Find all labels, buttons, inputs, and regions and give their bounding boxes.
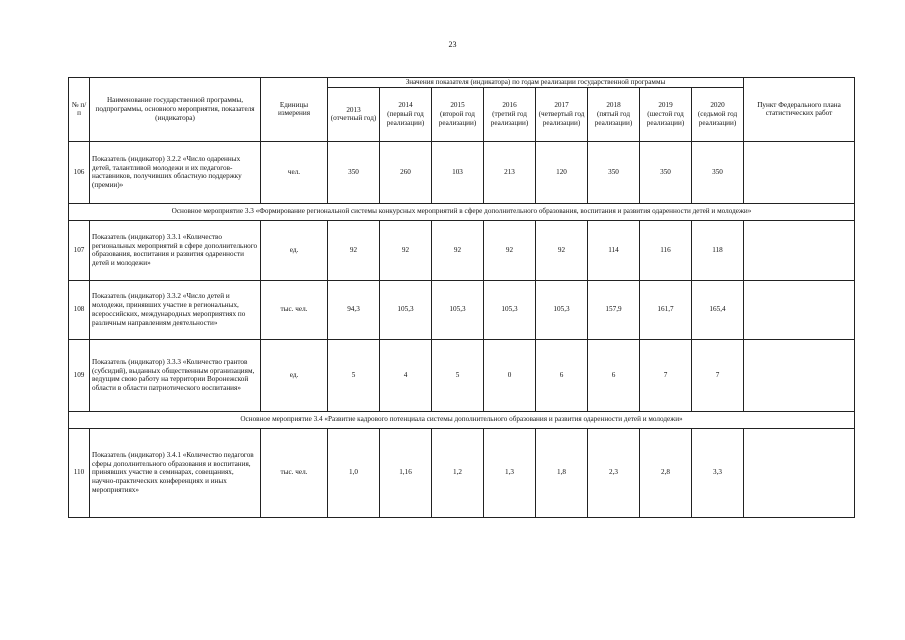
value-2015: 5 [432, 339, 484, 411]
row-number: 106 [69, 141, 90, 203]
indicator-unit: чел. [261, 141, 328, 203]
header-units: Единицы измерения [261, 78, 328, 142]
value-2019: 2,8 [640, 428, 692, 517]
value-2014: 1,16 [380, 428, 432, 517]
year-header-2015: 2015 (второй год реализации) [432, 87, 484, 141]
indicator-name: Показатель (индикатор) 3.3.1 «Количество региональных мероприятий в сфере дополнительного образования, воспитания и развития одаренности детей и молодежи» [90, 220, 261, 280]
value-2015: 92 [432, 220, 484, 280]
value-2018: 114 [588, 220, 640, 280]
year-header-2016: 2016 (третий год реализации) [484, 87, 536, 141]
row-number: 107 [69, 220, 90, 280]
value-2016: 0 [484, 339, 536, 411]
value-2017: 1,8 [536, 428, 588, 517]
section-title-3-3: Основное мероприятие 3.3 «Формирование региональной системы конкурсных мероприятий в сфере дополнительного образования, воспитания и развития одаренности детей и молодежи» [69, 203, 855, 220]
value-2017: 6 [536, 339, 588, 411]
value-2018: 350 [588, 141, 640, 203]
row-number: 110 [69, 428, 90, 517]
value-2019: 161,7 [640, 280, 692, 339]
indicator-name: Показатель (индикатор) 3.3.3 «Количество грантов (субсидий), выданных общественным организациям, ведущим свою работу на территории Воронежской области в области патриотического воспитания» [90, 339, 261, 411]
stat-cell [744, 220, 855, 280]
value-2017: 105,3 [536, 280, 588, 339]
indicator-unit: ед. [261, 339, 328, 411]
table-row [69, 141, 855, 203]
year-header-2018: 2018 (пятый год реализации) [588, 87, 640, 141]
indicator-unit: тыс. чел. [261, 428, 328, 517]
value-2020: 7 [692, 339, 744, 411]
value-2013: 1,0 [328, 428, 380, 517]
header-stat: Пункт Федерального плана статистических работ [744, 78, 855, 142]
value-2015: 103 [432, 141, 484, 203]
value-2020: 3,3 [692, 428, 744, 517]
section-row [69, 411, 855, 428]
value-2018: 2,3 [588, 428, 640, 517]
header-name: Наименование государственной программы, подпрограммы, основного мероприятия, показателя (индикатора) [90, 78, 261, 142]
row-number: 109 [69, 339, 90, 411]
year-header-2019: 2019 (шестой год реализации) [640, 87, 692, 141]
value-2013: 94,3 [328, 280, 380, 339]
indicator-name: Показатель (индикатор) 3.2.2 «Число одаренных детей, талантливой молодежи и их педагогов-наставников, получивших областную поддержку (премии)» [90, 141, 261, 203]
value-2019: 7 [640, 339, 692, 411]
stat-cell [744, 141, 855, 203]
page-number: 23 [448, 40, 457, 49]
stat-cell [744, 428, 855, 517]
value-2017: 120 [536, 141, 588, 203]
row-number: 108 [69, 280, 90, 339]
value-2015: 105,3 [432, 280, 484, 339]
table-row [69, 280, 855, 339]
year-header-2014: 2014 (первый год реализации) [380, 87, 432, 141]
indicator-name: Показатель (индикатор) 3.3.2 «Число детей и молодежи, принявших участие в региональных, всероссийских, международных мероприятиях по различным направлениям деятельности» [90, 280, 261, 339]
value-2019: 350 [640, 141, 692, 203]
value-2014: 92 [380, 220, 432, 280]
year-header-2020: 2020 (седьмой год реализации) [692, 87, 744, 141]
value-2019: 116 [640, 220, 692, 280]
indicator-unit: ед. [261, 220, 328, 280]
value-2015: 1,2 [432, 428, 484, 517]
value-2020: 350 [692, 141, 744, 203]
value-2014: 260 [380, 141, 432, 203]
value-2016: 1,3 [484, 428, 536, 517]
value-2017: 92 [536, 220, 588, 280]
stat-cell [744, 280, 855, 339]
value-2018: 157,9 [588, 280, 640, 339]
value-2016: 213 [484, 141, 536, 203]
value-2013: 92 [328, 220, 380, 280]
value-2013: 5 [328, 339, 380, 411]
header-row-1 [69, 78, 855, 88]
value-2016: 105,3 [484, 280, 536, 339]
indicator-name: Показатель (индикатор) 3.4.1 «Количество педагогов сферы дополнительного образования и воспитания, принявших участие в семинарах, совещаниях, научно-практических конференциях и иных мероприятиях» [90, 428, 261, 517]
value-2016: 92 [484, 220, 536, 280]
table-row [69, 220, 855, 280]
year-header-2013: 2013 (отчетный год) [328, 87, 380, 141]
table-row [69, 339, 855, 411]
table-row [69, 428, 855, 517]
value-2014: 4 [380, 339, 432, 411]
year-header-2017: 2017 (четвертый год реализации) [536, 87, 588, 141]
value-2014: 105,3 [380, 280, 432, 339]
indicators-table [68, 77, 855, 518]
stat-cell [744, 339, 855, 411]
value-2020: 118 [692, 220, 744, 280]
value-2013: 350 [328, 141, 380, 203]
value-2018: 6 [588, 339, 640, 411]
indicator-unit: тыс. чел. [261, 280, 328, 339]
section-title-3-4: Основное мероприятие 3.4 «Развитие кадрового потенциала системы дополнительного образования и развития одаренности детей и молодежи» [69, 411, 855, 428]
section-row [69, 203, 855, 220]
value-2020: 165,4 [692, 280, 744, 339]
header-values-group: Значения показателя (индикатора) по годам реализации государственной программы [328, 78, 744, 88]
header-number: № п/п [69, 78, 90, 142]
